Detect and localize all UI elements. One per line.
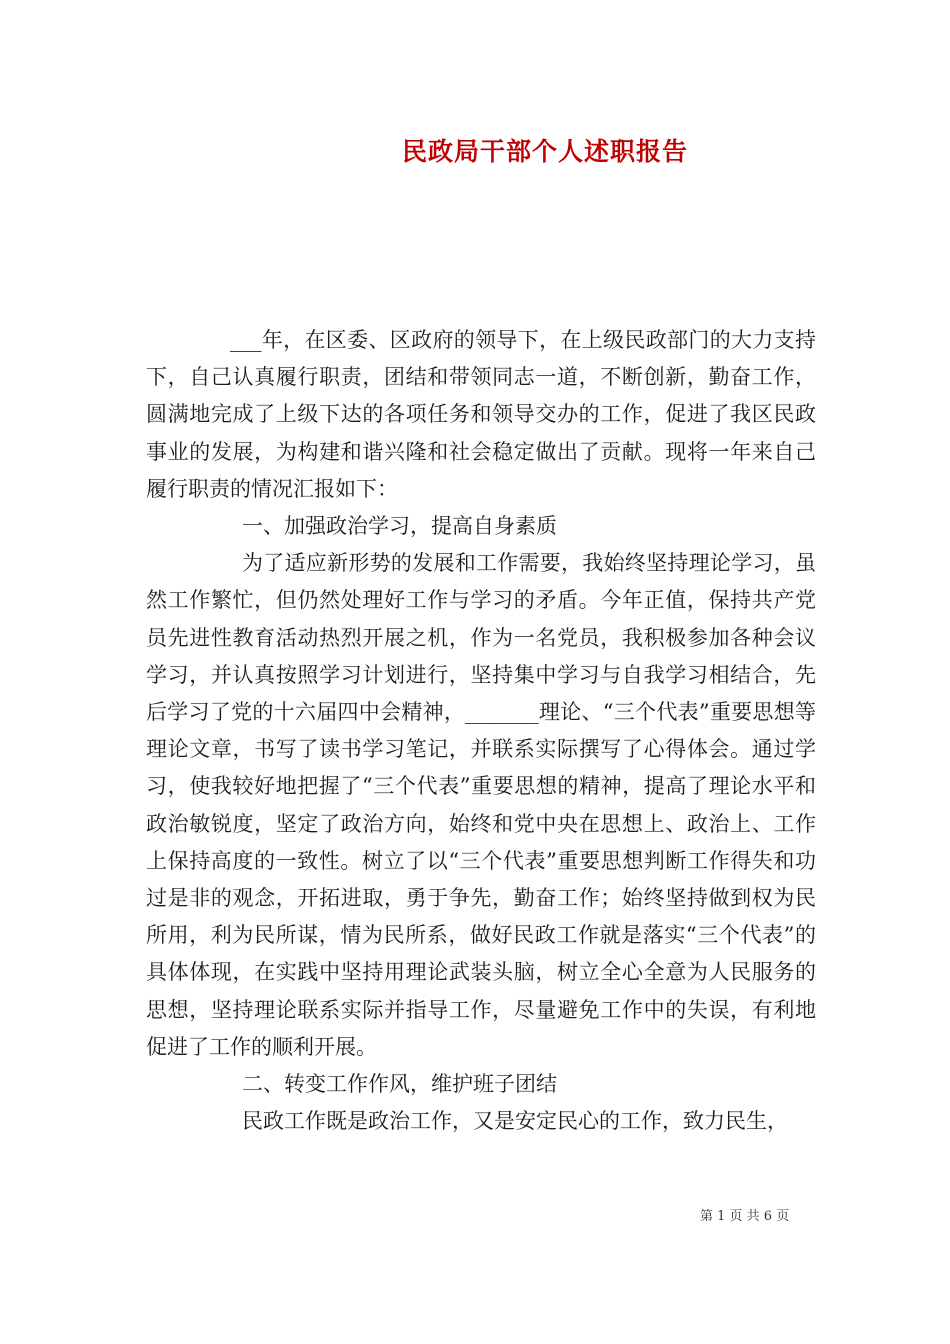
page-number: 第 1 页 共 6 页 xyxy=(700,1209,790,1224)
paragraph-intro: ___年，在区委、区政府的领导下，在上级民政部门的大力支持下，自己认真履行职责，团结和带领同志一道，不断创新，勤奋工作，圆满地完成了上级下达的各项任务和领导交办的工作，促进了我区民政事业的发展，为构建和谐兴隆和社会稳定做出了贡献。现将一年来自己履行职责的情况汇报如下： xyxy=(146,328,816,501)
section-heading-2: 二、转变工作作风，维护班子团结 xyxy=(242,1072,557,1097)
document-title: 民政局干部个人述职报告 xyxy=(401,137,688,166)
document-body xyxy=(146,322,816,1140)
paragraph-section-2: 民政工作既是政治工作，又是安定民心的工作，致力民生， xyxy=(242,1109,788,1134)
paragraph-section-1: 为了适应新形势的发展和工作需要，我始终坚持理论学习，虽然工作繁忙，但仍然处理好工作与学习的矛盾。今年正值，保持共产党员先进性教育活动热烈开展之机，作为一名党员，我积极参加各种会议学习，并认真按照学习计划进行，坚持集中学习与自我学习相结合，先后学习了党的十六届四中会精神，_______理论、“三个代表”重要思想等理论文章，书写了读书学习笔记，并联系实际撰写了心得体会。通过学习，使我较好地把握了“三个代表”重要思想的精神，提高了理论水平和政治敏锐度，坚定了政治方向，始终和党中央在思想上、政治上、工作上保持高度的一致性。树立了以“三个代表”重要思想判断工作得失和功过是非的观念，开拓进取，勇于争先，勤奋工作；始终坚持做到权为民所用，利为民所谋，情为民所系，做好民政工作就是落实“三个代表”的具体体现，在实践中坚持用理论武装头脑，树立全心全意为人民服务的思想，坚持理论联系实际并指导工作，尽量避免工作中的失误，有利地促进了工作的顺利开展。 xyxy=(146,551,816,1059)
section-heading-1: 一、加强政治学习，提高自身素质 xyxy=(242,514,557,539)
